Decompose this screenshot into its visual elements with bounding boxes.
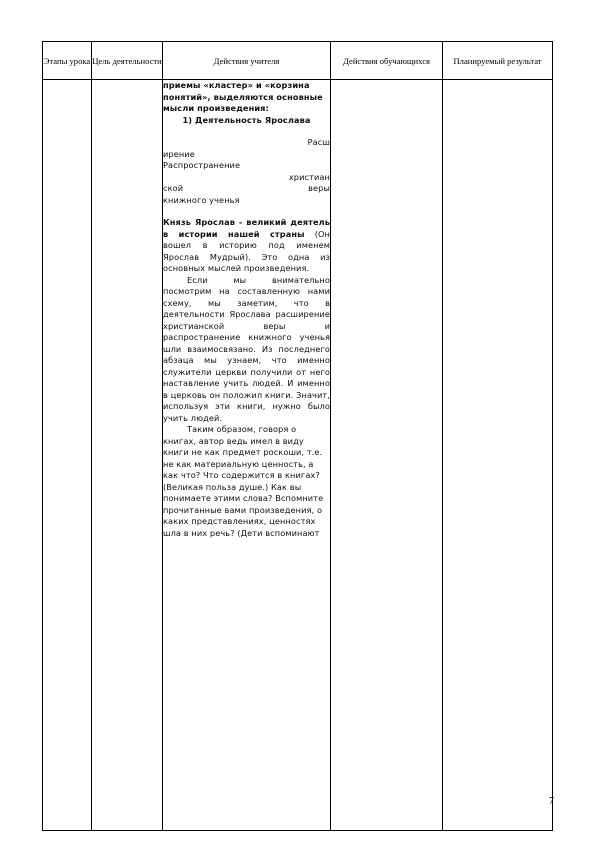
- lesson-plan-table: [42, 41, 553, 831]
- header-teacher-actions: Действия учителя: [163, 42, 331, 80]
- teacher-text-cluster-1b: ирение: [163, 148, 195, 159]
- teacher-text-cluster-4: книжного ученья: [163, 194, 240, 205]
- header-planned-result: Планируемый результат: [443, 42, 553, 80]
- cell-lesson-stages: [43, 80, 92, 831]
- page-number: 7: [549, 796, 554, 807]
- teacher-text-books-paragraph: Таким образом, говоря о книгах, автор ведь имел в виду книги не как предмет роскоши, т.е. не как материальную ценность, а как что? Что содержится в книгах? (Великая польза душе.) Как вы понимаете этими слова? Вспомните прочитанные вами произведения, о каких представлениях, ценностях шла в них речь? (Дети вспоминают: [163, 424, 324, 538]
- teacher-text-yaroslav-bold: Князь Ярослав - великий деятель в истории нашей страны: [163, 217, 330, 239]
- header-activity-goal: Цель деятельности: [92, 42, 163, 80]
- table-row: [43, 80, 553, 831]
- cell-activity-goal: [92, 80, 163, 831]
- teacher-text-heading-yaroslav: 1) Деятельность Ярослава: [182, 114, 311, 125]
- teacher-text-yaroslav-paragraph: [163, 217, 330, 275]
- teacher-text-cluster-3b: ской веры: [163, 183, 330, 193]
- teacher-text-cluster-2: Распространение: [163, 160, 241, 170]
- teacher-text-methods: приемы «кластер» и «корзина понятий», выделяются основные мысли произведения:: [163, 80, 323, 113]
- table-header-row: [43, 42, 553, 80]
- cell-teacher-actions: [163, 80, 331, 831]
- teacher-text-cluster-1a: Расш: [307, 137, 330, 147]
- header-lesson-stages: Этапы урока: [43, 42, 92, 80]
- cell-planned-result: [443, 80, 553, 831]
- cell-student-actions: [331, 80, 443, 831]
- teacher-text-cluster-3a: христиан: [288, 171, 330, 182]
- teacher-text-scheme-paragraph: Если мы внимательно посмотрим на составленную нами схему, мы заметим, что в деятельности Ярослава расширение христианской веры и распространение книжного ученья шли взаимосвязано. Из последнего абзаца мы узнаем, что именно служители церкви получили от него наставление учить людей. И именно в церковь он положил книги. Значит, используя эти книги, нужно было учить людей.: [163, 274, 330, 423]
- teacher-text-yaroslav-rest: (Он вошел в историю под именем Ярослав Мудрый). Это одна из основных мыслей произведения.: [163, 228, 330, 273]
- header-student-actions: Действия обучающихся: [331, 42, 443, 80]
